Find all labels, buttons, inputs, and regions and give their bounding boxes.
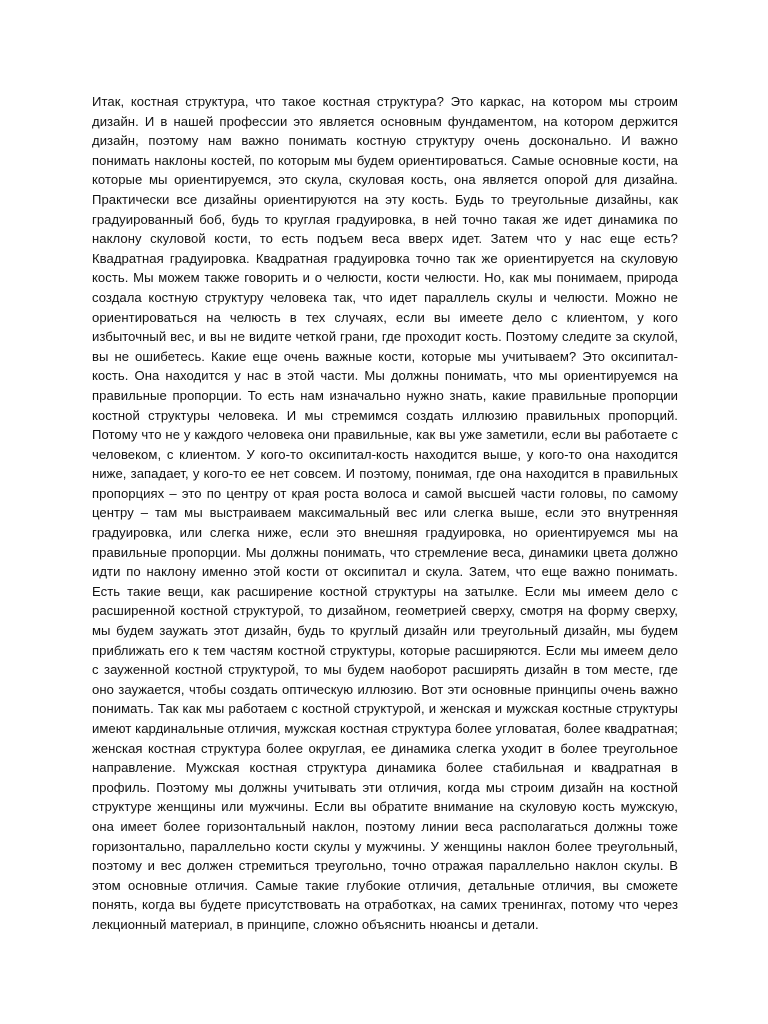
document-page xyxy=(92,92,678,932)
body-paragraph: Итак, костная структура, что такое костная структура? Это каркас, на котором мы строим дизайн. И в нашей профессии это является основным фундаментом, на котором держится дизайн, поэтому нам важно понимать костную структуру очень досконально. И важно понимать наклоны костей, по которым мы будем ориентироваться. Самые основные кости, на которые мы ориентируемся, это скула, скуловая кость, она является опорой для дизайна. Практически все дизайны ориентируются на эту кость. Будь то треугольные дизайны, как градуированный боб, будь то круглая градуировка, в ней точно такая же идет динамика по наклону скуловой кости, то есть подъем веса вверх идет. Затем что у нас еще есть? Квадратная градуировка. Квадратная градуировка точно так же ориентируется на скуловую кость. Мы можем также говорить и о челюсти, кости челюсти. Но, как мы понимаем, природа создала костную структуру человека так, что идет параллель скулы и челюсти. Можно не ориентироваться на челюсть в тех случаях, если вы имеете дело с клиентом, у кого избыточный вес, и вы не видите четкой грани, где проходит кость. Поэтому следите за скулой, вы не ошибетесь. Какие еще очень важные кости, которые мы учитываем? Это оксипитал-кость. Она находится у нас в этой части. Мы должны понимать, что мы ориентируемся на правильные пропорции. То есть нам изначально нужно знать, какие правильные пропорции костной структуры человека. И мы стремимся создать иллюзию правильных пропорций. Потому что не у каждого человека они правильные, как вы уже заметили, если вы работаете с человеком, с клиентом. У кого-то оксипитал-кость находится выше, у кого-то она находится ниже, западает, у кого-то ее нет совсем. И поэтому, понимая, где она находится в правильных пропорциях – это по центру от края роста волоса и самой высшей части головы, по самому центру – там мы выстраиваем максимальный вес или слегка выше, если это внутренняя градуировка, или слегка ниже, если это внешняя градуировка, но ориентируемся мы на правильные пропорции. Мы должны понимать, что стремление веса, динамики цвета должно идти по наклону именно этой кости от оксипитал и скула. Затем, что еще важно понимать. Есть такие вещи, как расширение костной структуры на затылке. Если мы имеем дело с расширенной костной структурой, то дизайном, геометрией сверху, смотря на форму сверху, мы будем заужать этот дизайн, будь то круглый дизайн или треугольный дизайн, мы будем приближать его к тем частям костной структуры, которые расширяются. Если мы имеем дело с зауженной костной структурой, то мы будем наоборот расширять дизайн в том месте, где оно заужается, чтобы создать оптическую иллюзию. Вот эти основные принципы очень важно понимать. Так как мы работаем с костной структурой, и женская и мужская костные структуры имеют кардинальные отличия, мужская костная структура более угловатая, более квадратная; женская костная структура более округлая, ее динамика слегка уходит в более треугольное направление. Мужская костная структура динамика более стабильная и квадратная в профиль. Поэтому мы должны учитывать эти отличия, когда мы строим дизайн на костной структуре женщины или мужчины. Если вы обратите внимание на скуловую кость мужскую, она имеет более горизонтальный наклон, поэтому линии веса располагаться должны тоже горизонтально, параллельно кости скулы у мужчины. У женщины наклон более треугольный, поэтому и вес должен стремиться треугольно, точно отражая параллельно наклон скулы. В этом основные отличия. Самые такие глубокие отличия, детальные отличия, вы сможете понять, когда вы будете присутствовать на отработках, на самих тренингах, потому что через лекционный материал, в принципе, сложно объяснить нюансы и детали. xyxy=(92,94,678,932)
